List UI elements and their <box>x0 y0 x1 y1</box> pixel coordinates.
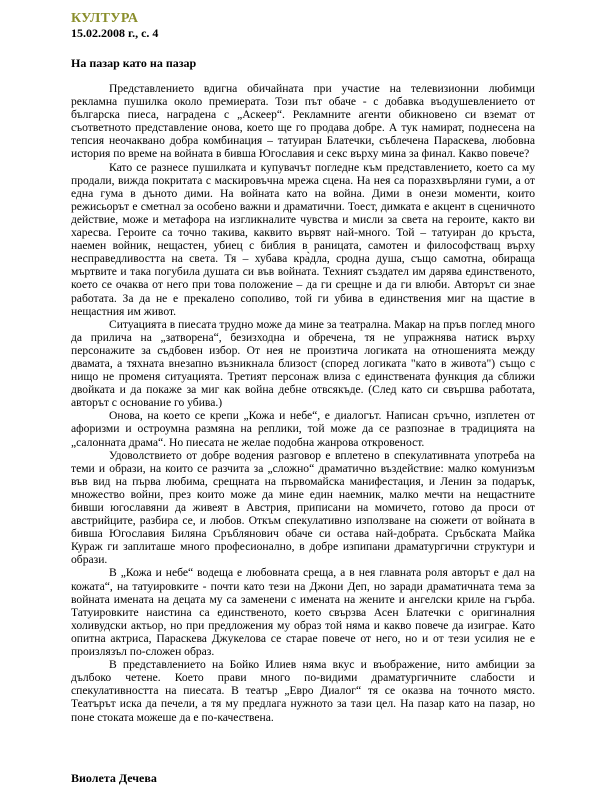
article-paragraph: Представлението вдигна обичайната при участие на телевизионни любимци рекламна пушилка около премиерата. Този път обаче - с добавка въодушевлението от българска пиеса, наградена с „Аскеер“. Рекламните агенти обикновено си вземат от съответното представление онова, което ще го продава добре. А тук намират, поднесена на тепсия неочаквано добра комбинация – татуиран Блатечки, съблечена Параскева, любовна история по време на войната в бивша Югославия и секс върху мина за финал. Какво повече? <box>71 82 535 161</box>
article-paragraph: В представлението на Бойко Илиев няма вкус и въображение, нито амбиции за дълбоко четене. Което прави много по-видими драматургичните слабости и спекулативността на пиесата. В театър „Евро Диалог“ тя се оказва на точното място. Театърът иска да печели, а тя му предлага нужното за тази цел. На пазар като на пазар, но поне стоката можеше да е по-качествена. <box>71 658 535 724</box>
article-paragraph: Ситуацията в пиесата трудно може да мине за театрална. Макар на пръв поглед много да прилича на „затворена“, безизходна и обречена, тя не упражнява натиск върху персонажите за съдбовен избор. От нея не произтича логиката на отношенията между двамата, а тяхната внезапно възникнала близост (според логиката "като в живота") също с нищо не променя ситуацията. Третият персонаж влиза с единствената функция да сближи двойката и да покаже за миг как война дебне отвсякъде. (След като си свършва работата, авторът с основание го убива.) <box>71 317 535 410</box>
article-headline: На пазар като на пазар <box>71 56 197 70</box>
author-signature: Виолета Дечева <box>71 771 157 785</box>
article-paragraph: Като се разнесе пушилката и купувачът погледне към представлението, което са му продали, вижда покритата с маскировъчна мрежа сцена. На нея са поразхвърляни гуми, а от една гума в дъното дими. На войната като на война. Дими в онези моменти, които режисьорът е сметнал за особено важни и драматични. Тоест, димката е акцент в сценичното действие, може и метафора на изгликналите чувства и мисли за света на героите, както ви харесва. Героите са точно такива, каквито вървят най-много. Той – татуиран до кръста, наемен войник, нещастен, убиец с библия в раницата, самотен и философстващ върху несправедливостта на света. Тя – хубава кра̀дла, сродна душа, също самотна, обираща мъртвите и така погубила душата си във войната. Техният създател им дарява единственото, което се очаква от него при това положение – да ги срещне и да ги влюби. Авторът си знае работата. За да не е прекалено сополиво, той ги убива в единствения миг на щастие в нещастния им живот. <box>71 160 535 318</box>
article-body <box>71 82 535 724</box>
publication-dateline: 15.02.2008 г., с. 4 <box>71 26 159 40</box>
article-paragraph: Онова, на което се крепи „Кожа и небе“, е диалогът. Написан сръчно, изплетен от афоризми и остроумна размяна на реплики, той може да се разпознае в традицията на „салонната драма“. Но пиесата не желае подобна жанрова откровеност. <box>71 409 535 449</box>
section-masthead: КУЛТУРА <box>71 11 139 26</box>
article-paragraph: В „Кожа и небе“ водеща е любовната среща, а в нея главната роля авторът е дал на кожата“, на татуировките - почти като тези на Джони Деп, но заради драматичната тема за войната имената на децата му са заменени с имената на жените и ангелски криле на гърба. Татуировките наистина са единственото, което свързва Асен Блатечки с оригиналния холивудски актьор, но при предложения му образ той няма и какво повече да изиграе. Като опитна актриса, Параскева Джукелова се старае повече от него, но и от тези усилия не е произлязъл по-сложен образ. <box>71 566 535 659</box>
article-paragraph: Удоволствието от добре водения разговор е вплетено в спекулативната употреба на теми и образи, на които се разчита за „сложно“ драматично въздействие: малко комунизъм във вид на първа любима, срещната на първомайска манифестация, и Ленин за подарък, множество войни, през които може да мине един наемник, малко мечти на нещастните бивши югославяни да живеят в Австрия, приписани на момичето, готово да проси от австрийците, разбира се, и любов. Откъм спекулативно използване на сюжети от войната в бивша Югославия Биляна Сръблянович обаче си остава най-добрата. Сръбската Майка Кураж ги заплиташе много професионално, в добре изпипани драматургични структури и образи. <box>71 448 535 567</box>
